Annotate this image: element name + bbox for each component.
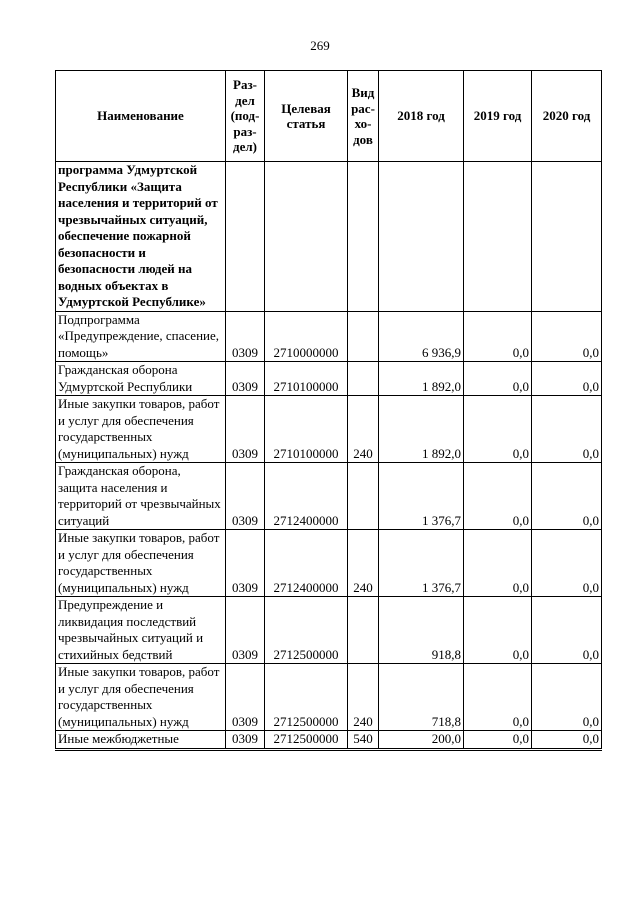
row-section: 0309 <box>226 311 265 362</box>
row-target: 2712500000 <box>265 731 348 750</box>
table-row <box>56 530 602 597</box>
row-name: Иные закупки товаров, работ и услуг для обеспечения государственных (муниципальных) нужд <box>56 396 226 463</box>
table-row <box>56 362 602 396</box>
table-row <box>56 664 602 731</box>
row-target <box>265 162 348 312</box>
table-row <box>56 731 602 750</box>
header-exp-type: Вид рас- хо- дов <box>348 71 379 162</box>
row-2019: 0,0 <box>464 597 532 664</box>
row-target: 2710000000 <box>265 311 348 362</box>
row-2019: 0,0 <box>464 530 532 597</box>
row-exp-type <box>348 362 379 396</box>
table-row <box>56 311 602 362</box>
header-section: Раз- дел (под- раз- дел) <box>226 71 265 162</box>
row-name: Подпрограмма «Предупреждение, спасение, помощь» <box>56 311 226 362</box>
row-name: Гражданская оборона, защита населения и территорий от чрезвычайных ситуаций <box>56 463 226 530</box>
row-2018: 200,0 <box>379 731 464 750</box>
header-target: Целевая статья <box>265 71 348 162</box>
row-target: 2712500000 <box>265 664 348 731</box>
header-2018: 2018 год <box>379 71 464 162</box>
row-2020: 0,0 <box>532 530 602 597</box>
row-2018: 918,8 <box>379 597 464 664</box>
row-target: 2710100000 <box>265 396 348 463</box>
header-row <box>56 71 602 162</box>
row-name: Гражданская оборона Удмуртской Республики <box>56 362 226 396</box>
row-2020: 0,0 <box>532 311 602 362</box>
row-section: 0309 <box>226 463 265 530</box>
row-section: 0309 <box>226 731 265 750</box>
row-exp-type <box>348 162 379 312</box>
row-target: 2712400000 <box>265 530 348 597</box>
row-exp-type: 540 <box>348 731 379 750</box>
row-2018: 1 376,7 <box>379 530 464 597</box>
row-target: 2712500000 <box>265 597 348 664</box>
row-exp-type <box>348 597 379 664</box>
table-row <box>56 463 602 530</box>
header-name: Наименование <box>56 71 226 162</box>
row-2019: 0,0 <box>464 362 532 396</box>
header-2019: 2019 год <box>464 71 532 162</box>
page-number: 269 <box>310 38 330 53</box>
row-exp-type: 240 <box>348 396 379 463</box>
row-section: 0309 <box>226 362 265 396</box>
row-section: 0309 <box>226 530 265 597</box>
budget-table <box>55 70 602 751</box>
row-2020: 0,0 <box>532 731 602 750</box>
row-target: 2710100000 <box>265 362 348 396</box>
row-2018: 1 376,7 <box>379 463 464 530</box>
row-2019: 0,0 <box>464 463 532 530</box>
row-section: 0309 <box>226 396 265 463</box>
row-2020 <box>532 162 602 312</box>
row-2019: 0,0 <box>464 396 532 463</box>
row-2018: 1 892,0 <box>379 396 464 463</box>
row-name: Иные закупки товаров, работ и услуг для обеспечения государственных (муниципальных) нужд <box>56 530 226 597</box>
row-exp-type <box>348 463 379 530</box>
row-section: 0309 <box>226 597 265 664</box>
row-2018: 6 936,9 <box>379 311 464 362</box>
row-2019: 0,0 <box>464 664 532 731</box>
row-2019: 0,0 <box>464 731 532 750</box>
row-target: 2712400000 <box>265 463 348 530</box>
row-name: Предупреждение и ликвидация последствий чрезвычайных ситуаций и стихийных бедствий <box>56 597 226 664</box>
row-name: Иные закупки товаров, работ и услуг для обеспечения государственных (муниципальных) нужд <box>56 664 226 731</box>
row-section <box>226 162 265 312</box>
row-2018 <box>379 162 464 312</box>
row-name: Иные межбюджетные <box>56 731 226 750</box>
row-2020: 0,0 <box>532 396 602 463</box>
row-exp-type: 240 <box>348 664 379 731</box>
row-name: программа Удмуртской Республики «Защита населения и территорий от чрезвычайных ситуаций, обеспечение пожарной безопасности и безопасности людей на водных объектах в Удмуртской Республике» <box>56 162 226 312</box>
row-2020: 0,0 <box>532 362 602 396</box>
row-2019 <box>464 162 532 312</box>
header-2020: 2020 год <box>532 71 602 162</box>
table-row <box>56 162 602 312</box>
row-2020: 0,0 <box>532 597 602 664</box>
row-2018: 1 892,0 <box>379 362 464 396</box>
row-2019: 0,0 <box>464 311 532 362</box>
row-section: 0309 <box>226 664 265 731</box>
table-row <box>56 396 602 463</box>
table-row <box>56 597 602 664</box>
row-2020: 0,0 <box>532 664 602 731</box>
row-2020: 0,0 <box>532 463 602 530</box>
row-exp-type <box>348 311 379 362</box>
row-exp-type: 240 <box>348 530 379 597</box>
row-2018: 718,8 <box>379 664 464 731</box>
